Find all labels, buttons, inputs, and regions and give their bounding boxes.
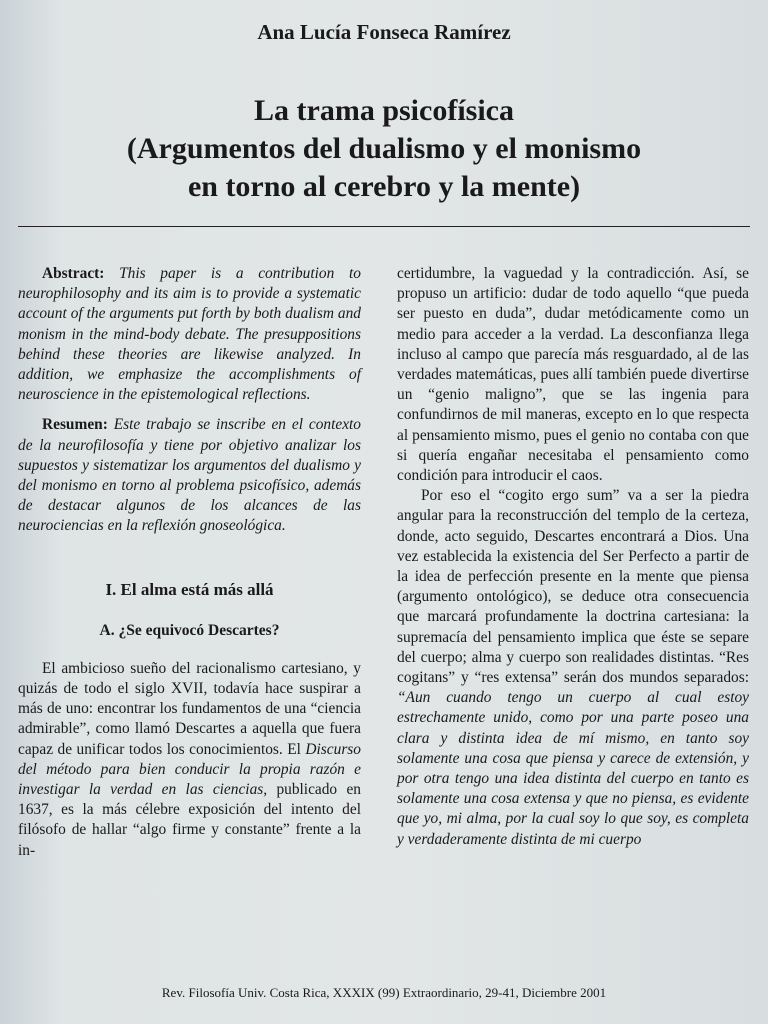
subsection-heading: A. ¿Se equivocó Descartes?	[99, 621, 280, 639]
resumen-label: Resumen:	[42, 416, 108, 434]
abstract-text: This paper is a contribution to neurophilosophy and its aim is to provide a systematic account of the arguments put forth by both dualism and monism in the mind-body debate. The presuppositions behind these theories are likewise analyzed. In addition, we emphasize the accomplishments of neuroscience in the epistemological reflections.	[18, 265, 361, 404]
resumen-paragraph	[18, 415, 361, 536]
title-divider	[18, 226, 750, 227]
author-name: Ana Lucía Fonseca Ramírez	[257, 20, 511, 44]
section-heading: I. El alma está más allá	[105, 579, 274, 599]
body-paragraph-right-2	[397, 486, 749, 850]
body-text-left-a: El ambicioso sueño del racionalismo cartesiano, y quizás de todo el siglo XVII, todavía hace suspirar a más de uno: encontrar los fundamentos de una “ciencia admirable”, como llamó Descartes a aquella que fuera capaz de unificar todos los conocimientos. El	[18, 659, 361, 758]
descartes-quote-italic: “Aun cuando tengo un cuerpo al cual estoy estrechamente unido, como por una parte poseo una clara y distinta idea de mí mismo, en tanto soy solamente una cosa que piensa y carece de extensión, y por otra tengo una idea distinta del cuerpo en tanto es solamente una cosa extensa y que no piensa, es evidente que yo, mi alma, por la cual soy lo que soy, es completa y verdaderamente distinta de mi cuerpo	[397, 689, 749, 848]
resumen-text: Este trabajo se inscribe en el contexto de la neurofilosofía y tiene por objetivo analizar los supuestos y sistematizar los argumentos del dualismo y del monismo en torno al problema psicofísico, además de destacar algunos de los alcances de las neurociencias en la reflexión gnoseológica.	[18, 416, 361, 535]
body-text-left-b: publicado en 1637, es la más célebre exposición del intento del filósofo de hallar “algo firme y constante” frente a la in-	[18, 781, 361, 859]
left-column	[18, 264, 361, 861]
journal-citation: Rev. Filosofía Univ. Costa Rica, XXXIX (99) Extraordinario, 29-41, Diciembre 2001	[161, 985, 607, 1000]
title-line-3: en torno al cerebro y la mente)	[187, 170, 581, 203]
abstract-label: Abstract:	[42, 265, 105, 282]
body-paragraph-left	[18, 659, 361, 861]
body-text-right-a: Por eso el “cogito ergo sum” va a ser la piedra angular para la reconstrucción del templo de la certeza, donde, acto seguido, Descartes encontrará a Dios. Una vez establecida la existencia del Ser Perfecto a partir de la idea de perfección presente en la mente que piensa (argumento ontológico), se deduce otra consecuencia que marcará profundamente la doctrina cartesiana: la supremacía del pensamiento implica que éste se separe del cuerpo; alma y cuerpo son realidades distintas. “Res cogitans” y “res extensa” serán dos mundos separados:	[397, 487, 749, 687]
discurso-title-italic: Discurso del método para bien conducir la propia razón e investigar la verdad en las ciencias,	[18, 740, 361, 799]
abstract-paragraph	[18, 264, 361, 405]
article-title	[60, 92, 708, 206]
body-paragraph-right-1: certidumbre, la vaguedad y la contradicción. Así, se propuso un artificio: dudar de todo aquello “que pueda ser puesto en duda”, dudar metódicamente como un medio para acceder a la verdad. La desconfianza llega incluso al campo que parecía más resguardado, al de las verdades matemáticas, pues allí también puede divertirse un “genio maligno”, que se las ingenia para confundirnos de mil maneras, excepto en lo que respecta al pensamiento mismo, pues el genio no contaba con que si quería engañar necesitaba el pensamiento como condición para introducir el caos.	[397, 265, 749, 485]
title-line-1: La trama psicofísica	[254, 94, 514, 127]
right-column	[397, 264, 749, 850]
title-line-2: (Argumentos del dualismo y el monismo	[126, 132, 642, 165]
